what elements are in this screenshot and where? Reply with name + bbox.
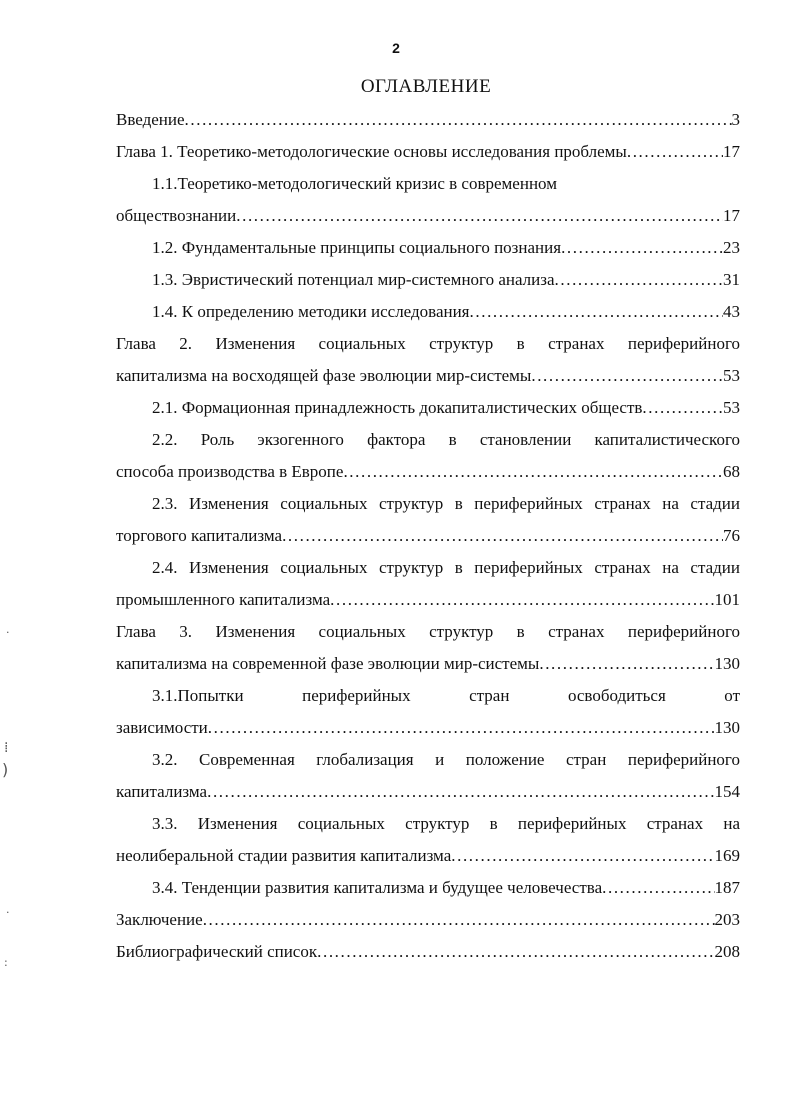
toc-entry-2-2-line1[interactable]: 2.2. Роль экзогенного фактора в становлении капиталистического [152,430,740,449]
toc-entry-text: 1.1.Теоретико-методологический кризис в современном [152,174,557,193]
toc-entry-page: 23 [723,238,740,257]
toc-entry-1-3[interactable] [116,268,740,292]
dot-leader [539,652,714,676]
toc-entry-3-2-line1[interactable]: 3.2. Современная глобализация и положение стран периферийного [152,750,740,769]
toc-entry-text: торгового капитализма [116,526,283,545]
toc-entry-text: 1.3. Эвристический потенциал мир-системного анализа [152,270,555,289]
dot-leader [317,940,714,964]
toc-entry-3-2-line2[interactable] [116,780,740,804]
page-number: 2 [392,40,400,56]
toc-entry-1-1-line1[interactable] [116,172,740,196]
toc-entry-intro[interactable] [116,108,740,132]
toc-entry-3-4[interactable] [116,876,740,900]
toc-entry-3-1-line1[interactable]: 3.1.Попытки периферийных стран освободиться от [152,686,740,705]
toc-entry-page: 68 [723,462,740,481]
toc-entry-chapter-2-line2[interactable] [116,364,740,388]
toc-entry-page: 203 [714,910,740,929]
scan-artifact: ⁞ [4,740,9,756]
dot-leader [602,876,714,900]
dot-leader [555,268,723,292]
toc-entry-2-3-line2[interactable] [116,524,740,548]
toc-entry-text: 1.4. К определению методики исследования [152,302,470,321]
dot-leader [203,908,715,932]
dot-leader [282,524,723,548]
toc-entry-text: капитализма [116,782,208,801]
toc-entry-page: 43 [723,302,740,321]
toc-entry-2-1[interactable] [116,396,740,420]
dot-leader [207,780,714,804]
dot-leader [470,300,723,324]
toc-entry-text: Введение [116,110,185,129]
dot-leader [451,844,714,868]
toc-entry-1-2[interactable] [116,236,740,260]
toc-entry-3-1-line2[interactable] [116,716,740,740]
toc-entry-3-3-line2[interactable] [116,844,740,868]
dot-leader [642,396,723,420]
toc-entry-2-4-line1[interactable]: 2.4. Изменения социальных структур в периферийных странах на стадии [152,558,740,577]
dot-leader [343,460,723,484]
toc-entry-2-3-line1[interactable]: 2.3. Изменения социальных структур в периферийных странах на стадии [152,494,740,513]
toc-entry-text: способа производства в Европе [116,462,344,481]
toc-entry-text: Глава 1. Теоретико-методологические основы исследования проблемы [116,142,627,161]
toc-entry-chapter-2-line1[interactable]: Глава 2. Изменения социальных структур в странах периферийного [116,334,740,353]
toc-entry-page: 53 [723,366,740,385]
dot-leader [185,108,732,132]
toc-entry-conclusion[interactable] [116,908,740,932]
toc-entry-bibliography[interactable] [116,940,740,964]
dot-leader [208,716,715,740]
toc-entry-page: 17 [723,206,740,225]
toc-entry-text: 1.2. Фундаментальные принципы социального познания [152,238,562,257]
scan-artifact: · [6,626,10,639]
toc-entry-page: 3 [731,110,740,129]
toc-entry-page: 17 [723,142,740,161]
toc-entry-text: 3.4. Тенденции развития капитализма и будущее человечества [152,878,603,897]
toc-entry-text: 2.1. Формационная принадлежность докапиталистических обществ [152,398,643,417]
toc-entry-page: 101 [714,590,740,609]
dot-leader [561,236,723,260]
toc-entry-page: 154 [714,782,740,801]
toc-entry-chapter-3-line2[interactable] [116,652,740,676]
toc-entry-text: зависимости [116,718,208,737]
toc-entry-text: неолиберальной стадии развития капитализма [116,846,452,865]
toc-entry-1-4[interactable] [116,300,740,324]
toc-entry-chapter-3-line1[interactable]: Глава 3. Изменения социальных структур в странах периферийного [116,622,740,641]
toc-entry-text: промышленного капитализма [116,590,331,609]
toc-entry-1-1-line2[interactable] [116,204,740,228]
toc-entry-text: Заключение [116,910,203,929]
toc-entry-page: 130 [714,718,740,737]
scan-artifact: · [6,906,10,919]
page-title: ОГЛАВЛЕНИЕ [360,76,492,97]
dot-leader [531,364,723,388]
toc-entry-2-4-line2[interactable] [116,588,740,612]
dot-leader [627,140,723,164]
dot-leader [236,204,723,228]
toc-entry-text: капитализма на восходящей фазе эволюции мир-системы [116,366,532,385]
toc-entry-3-3-line1[interactable]: 3.3. Изменения социальных структур в периферийных странах на [152,814,740,833]
toc-entry-text: капитализма на современной фазе эволюции мир-системы [116,654,540,673]
toc-entry-page: 187 [714,878,740,897]
toc-entry-page: 130 [714,654,740,673]
toc-entry-text: обществознании [116,206,237,225]
toc-entry-text: Библиографический список [116,942,318,961]
toc-entry-page: 53 [723,398,740,417]
scan-artifact: ) [2,760,9,779]
toc-entry-chapter-1[interactable] [116,140,740,164]
toc-entry-page: 208 [714,942,740,961]
scan-artifact: : [4,956,8,969]
dot-leader [330,588,714,612]
toc-entry-2-2-line2[interactable] [116,460,740,484]
toc-entry-page: 76 [723,526,740,545]
toc-entry-page: 31 [723,270,740,289]
toc-entry-page: 169 [714,846,740,865]
